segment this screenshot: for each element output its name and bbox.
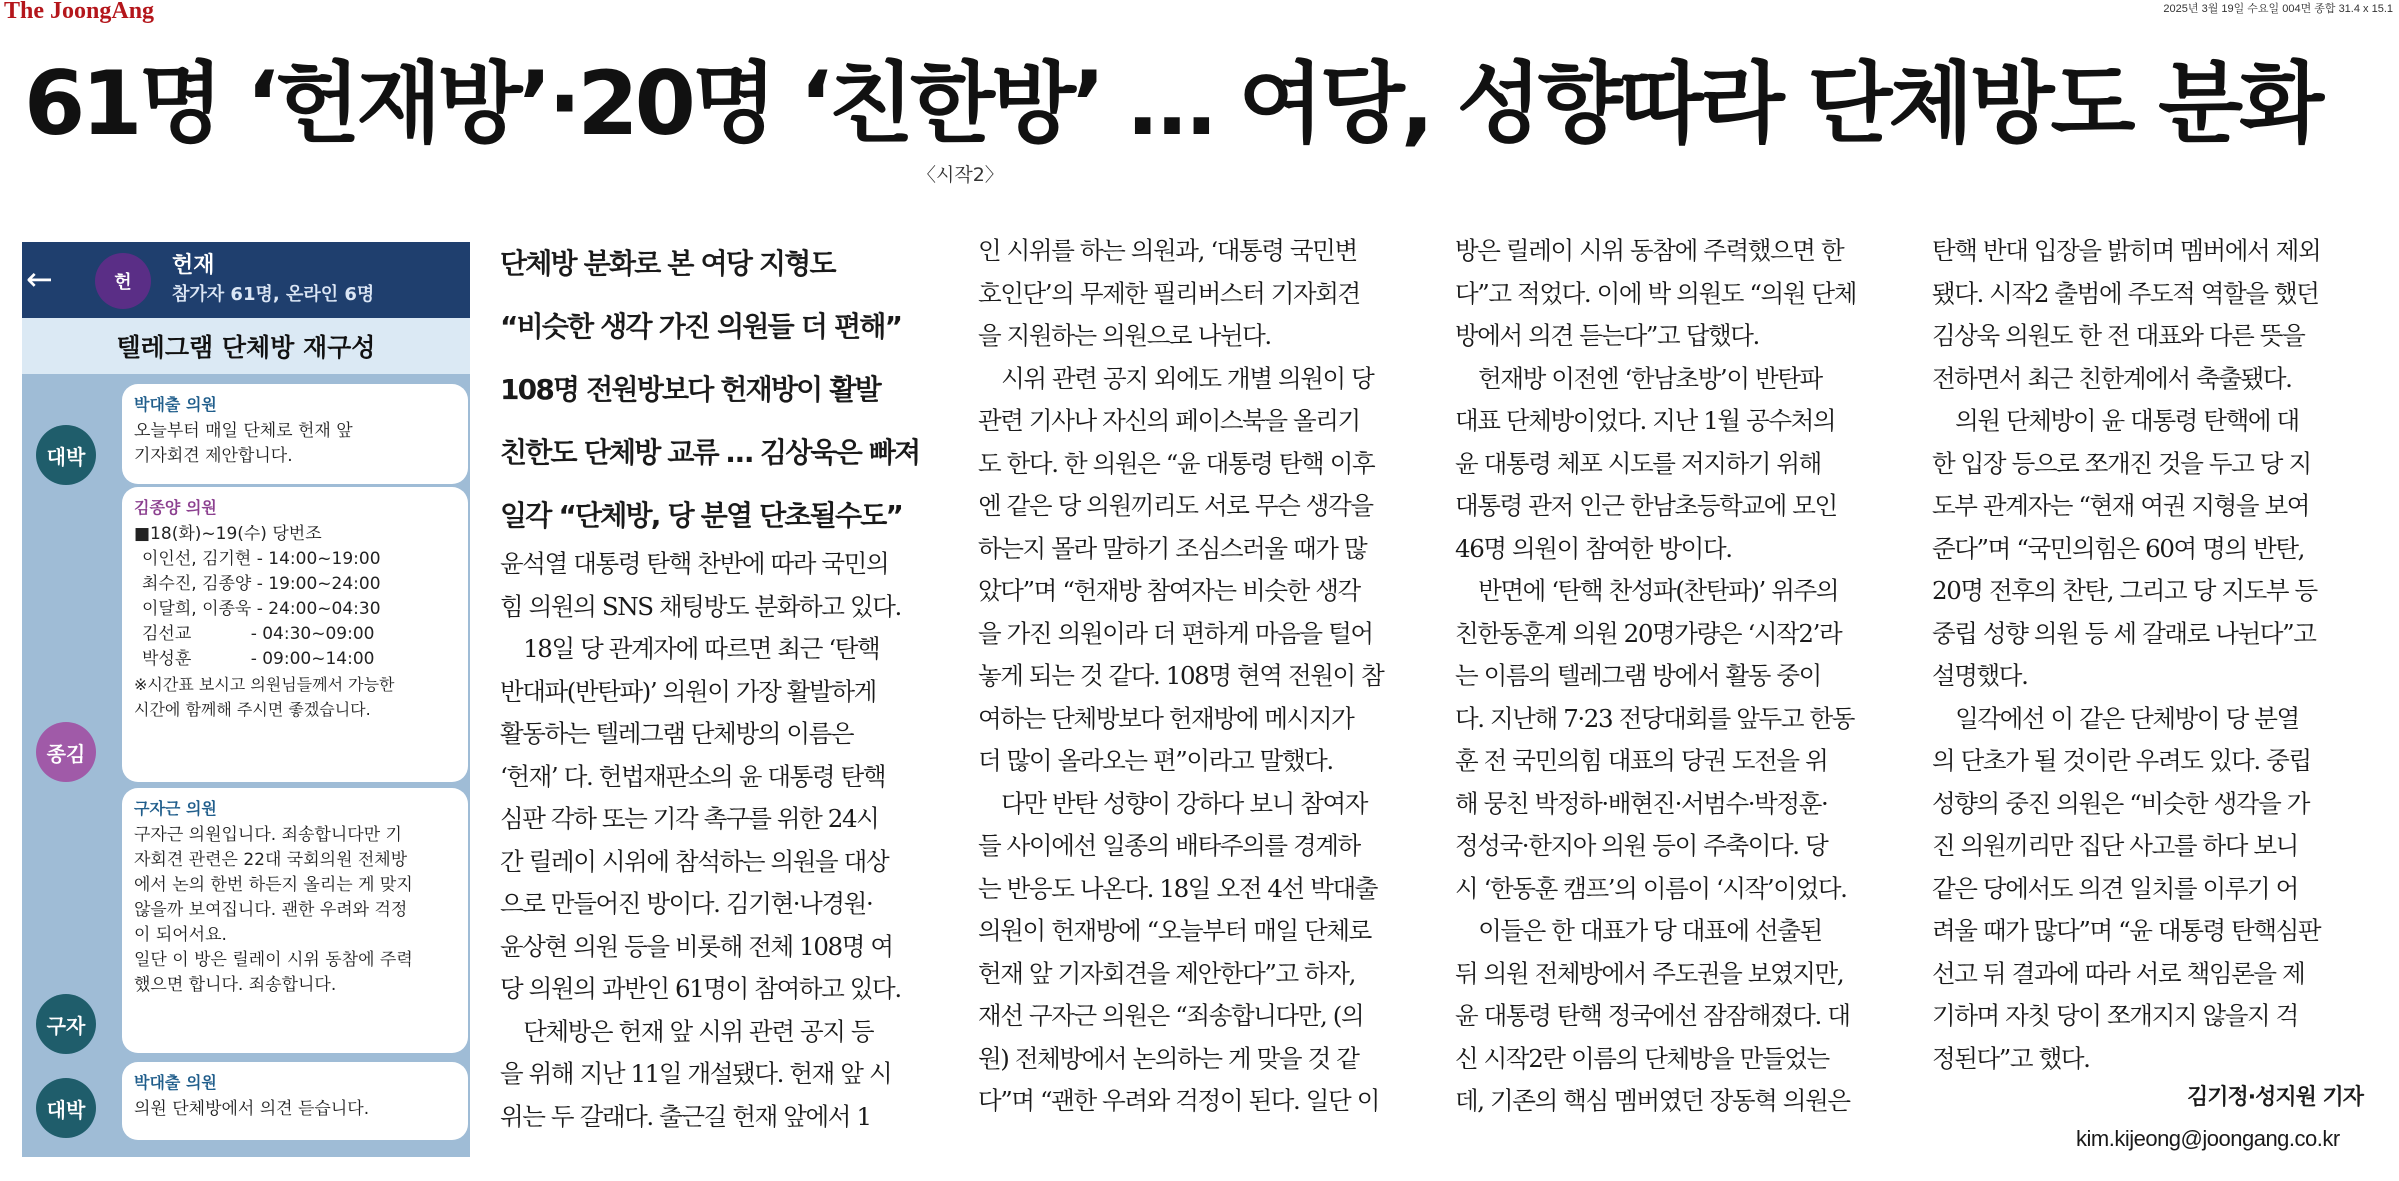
article-line: 시위 관련 공지 외에도 개별 의원이 당 xyxy=(978,363,1374,393)
room-avatar: 헌 xyxy=(95,253,151,309)
article-column-1 xyxy=(500,543,950,1138)
article-line: 의 단초가 될 것이란 우려도 있다. 중립 xyxy=(1932,746,2311,775)
article-line: 18일 당 관계자에 따르면 최근 ‘탄핵 xyxy=(500,634,880,663)
article-line: 호인단’의 무제한 필리버스터 기자회견 xyxy=(978,278,1360,308)
byline: 김기정·성지원 기자 xyxy=(2187,1085,2364,1110)
sender-avatar: 대박 xyxy=(36,1078,96,1138)
article-line: 준다”며 “국민의힘은 60여 명의 반탄, xyxy=(1932,533,2305,563)
message-text: 김선교 - 04:30~09:00 xyxy=(142,624,375,644)
article-line: 친한동훈계 의원 20명가량은 ‘시작2’라 xyxy=(1455,618,1842,648)
subhead-line: “비슷한 생각 가진 의원들 더 편해” xyxy=(500,310,902,343)
article-line: 반대파(반탄파)’ 의원이 가장 활발하게 xyxy=(500,676,876,706)
article-line: 헌재 앞 기자회견을 제안한다”고 하자, xyxy=(978,958,1356,988)
article-line: 신 시작2란 이름의 단체방을 만들었는 xyxy=(1455,1043,1829,1073)
article-line: 윤석열 대통령 탄핵 찬반에 따라 국민의 xyxy=(500,549,889,578)
message-text: 일단 이 방은 릴레이 시위 동참에 주력 xyxy=(134,950,413,970)
article-line: 탄핵 반대 입장을 밝히며 멤버에서 제외 xyxy=(1932,236,2321,265)
article-line: 한 입장 등으로 쪼개진 것을 두고 당 지 xyxy=(1932,448,2311,478)
subhead-line: 108명 전원방보다 헌재방이 활발 xyxy=(500,373,880,406)
chat-message xyxy=(122,788,468,1053)
article-line: 뒤 의원 전체방에서 주도권을 보였지만, xyxy=(1455,958,1844,988)
article-line: 단체방은 헌재 앞 시위 관련 공지 등 xyxy=(500,1016,874,1046)
article-line: 으로 만들어진 방이다. 김기현·나경원· xyxy=(500,889,873,918)
telegram-chat-graphic xyxy=(22,242,470,1157)
message-text: 기자회견 제안합니다. xyxy=(134,446,293,466)
article-line: 기하며 자칫 당이 쪼개지지 않을지 걱 xyxy=(1932,1001,2298,1030)
article-line: 다. 지난해 7·23 전당대회를 앞두고 한동 xyxy=(1455,703,1855,733)
article-line: 중립 성향 의원 등 세 갈래로 나뉜다”고 xyxy=(1932,618,2316,648)
article-line: 들 사이에선 일종의 배타주의를 경계하 xyxy=(978,831,1360,860)
message-sender: 김종양 의원 xyxy=(134,498,217,517)
article-line: 관련 기사나 자신의 페이스북을 올리기 xyxy=(978,406,1360,435)
article-line: 려울 때가 많다”며 “윤 대통령 탄핵심판 xyxy=(1932,916,2321,945)
article-line: 을 가진 의원이라 더 편하게 마음을 털어 xyxy=(978,618,1373,648)
article-line: 놓게 되는 것 같다. 108명 현역 전원이 참 xyxy=(978,661,1384,690)
article-line: 반면에 ‘탄핵 찬성파(찬탄파)’ 위주의 xyxy=(1455,576,1839,605)
article-line: 윤상현 의원 등을 비롯해 전체 108명 여 xyxy=(500,931,893,961)
article-line: 을 지원하는 의원으로 나뉜다. xyxy=(978,321,1271,350)
message-text: ■18(화)~19(수) 당번조 xyxy=(134,524,322,544)
chat-message xyxy=(122,384,468,484)
message-text: 이인선, 김기현 - 14:00~19:00 xyxy=(142,549,381,569)
article-line: 을 위해 지난 11일 개설됐다. 헌재 앞 시 xyxy=(500,1059,892,1088)
article-line: 활동하는 텔레그램 단체방의 이름은 xyxy=(500,719,854,748)
chat-banner: 텔레그램 단체방 재구성 xyxy=(22,318,470,374)
article-line: 는 반응도 나온다. 18일 오전 4선 박대출 xyxy=(978,873,1378,903)
article-line: 여하는 단체방보다 헌재방에 메시지가 xyxy=(978,703,1354,733)
message-text: 않을까 보여집니다. 괜한 우려와 걱정 xyxy=(134,900,408,920)
article-column-2 xyxy=(978,230,1423,1123)
message-text: 오늘부터 매일 단체로 헌재 앞 xyxy=(134,421,353,441)
article-line: 당 의원의 과반인 61명이 참여하고 있다. xyxy=(500,974,901,1003)
article-line: 심판 각하 또는 기각 촉구를 위한 24시 xyxy=(500,804,879,833)
article-line: 훈 전 국민의힘 대표의 당권 도전을 위 xyxy=(1455,746,1828,775)
subhead-line: 친한도 단체방 교류 … 김상욱은 빠져 xyxy=(500,436,920,469)
chat-header xyxy=(22,242,470,318)
article-line: 의원 단체방이 윤 대통령 탄핵에 대 xyxy=(1932,406,2299,435)
room-participants: 참가자 61명, 온라인 6명 xyxy=(172,284,375,305)
article-line: 선고 뒤 결과에 따라 서로 책임론을 제 xyxy=(1932,958,2305,988)
article-line: 대표 단체방이었다. 지난 1월 공수처의 xyxy=(1455,406,1836,435)
dateline: 2025년 3월 19일 수요일 004면 종합 31.4 x 15.1 xyxy=(2163,3,2393,15)
article-line: 다”고 적었다. 이에 박 의원도 “의원 단체 xyxy=(1455,278,1856,308)
message-text: 이달희, 이종욱 - 24:00~04:30 xyxy=(142,599,381,619)
article-line: 는 이름의 텔레그램 방에서 활동 중이 xyxy=(1455,661,1821,690)
message-text: 구자근 의원입니다. 죄송합니다만 기 xyxy=(134,825,402,845)
article-line: 됐다. 시작2 출범에 주도적 역할을 했던 xyxy=(1932,278,2319,308)
message-text: 의원 단체방에서 의견 듣습니다. xyxy=(134,1099,370,1119)
article-line: 설명했다. xyxy=(1932,661,2028,690)
article-line: 해 뭉친 박정하·배현진·서범수·박정훈· xyxy=(1455,788,1828,818)
article-line: 전하면서 최근 친한계에서 축출됐다. xyxy=(1932,363,2292,393)
article-line: 더 많이 올라오는 편”이라고 말했다. xyxy=(978,746,1333,775)
sender-avatar: 종김 xyxy=(36,722,96,782)
message-text: 했으면 합니다. 죄송합니다. xyxy=(134,975,337,995)
article-line: 재선 구자근 의원은 “죄송합니다만, (의 xyxy=(978,1001,1364,1030)
message-text: 박성훈 - 09:00~14:00 xyxy=(142,649,375,669)
article-line: 윤 대통령 탄핵 정국에선 잠잠해졌다. 대 xyxy=(1455,1001,1850,1030)
message-text: 시간에 함께해 주시면 좋겠습니다. xyxy=(134,700,371,719)
article-line: 데, 기존의 핵심 멤버였던 장동혁 의원은 xyxy=(1455,1086,1850,1115)
article-line: 46명 의원이 참여한 방이다. xyxy=(1455,533,1732,563)
article-line: 정성국·한지아 의원 등이 주축이다. 당 xyxy=(1455,831,1828,860)
article-line: 윤 대통령 체포 시도를 저지하기 위해 xyxy=(1455,448,1821,478)
article-line: 방에서 의견 듣는다”고 답했다. xyxy=(1455,321,1759,350)
article-column-3 xyxy=(1455,230,1900,1123)
article-line: 았다”며 “헌재방 참여자는 비슷한 생각 xyxy=(978,576,1360,605)
message-text: ※시간표 보시고 의원님들께서 가능한 xyxy=(134,675,395,694)
article-line: 간 릴레이 시위에 참석하는 의원을 대상 xyxy=(500,846,889,876)
room-name: 헌재 xyxy=(172,253,215,278)
headline: 61명 ‘헌재방’·20명 ‘친한방’ … 여당, 성향따라 단체방도 분화 xyxy=(24,52,2321,155)
back-arrow-icon: ← xyxy=(26,260,53,298)
message-sender: 박대출 의원 xyxy=(134,1073,217,1092)
message-text: 이 되어서요. xyxy=(134,925,227,945)
article-line: 도 한다. 한 의원은 “윤 대통령 탄핵 이후 xyxy=(978,448,1375,478)
chat-message xyxy=(122,1062,468,1140)
article-line: 김상욱 의원도 한 전 대표와 다른 뜻을 xyxy=(1932,321,2305,350)
chat-message xyxy=(122,487,468,782)
article-line: 원) 전체방에서 논의하는 게 맞을 것 같 xyxy=(978,1043,1359,1073)
message-sender: 구자근 의원 xyxy=(134,799,217,818)
jump-label: 〈시작2〉 xyxy=(917,164,1004,186)
article-line: 진 의원끼리만 집단 사고를 하다 보니 xyxy=(1932,831,2298,860)
message-text: 최수진, 김종양 - 19:00~24:00 xyxy=(142,574,381,594)
subhead-line: 일각 “단체방, 당 분열 단초될수도” xyxy=(500,499,903,532)
message-text: 자회견 관련은 22대 국회의원 전체방 xyxy=(134,850,408,870)
subheads xyxy=(500,232,960,547)
message-text: 에서 논의 한번 하든지 올리는 게 맞지 xyxy=(134,875,413,895)
article-line: 같은 당에서도 의견 일치를 이루기 어 xyxy=(1932,873,2298,903)
sender-avatar: 대박 xyxy=(36,425,96,485)
article-line: 엔 같은 당 의원끼리도 서로 무슨 생각을 xyxy=(978,491,1373,520)
article-line: 헌재방 이전엔 ‘한남초방’이 반탄파 xyxy=(1455,363,1822,393)
masthead-logo: The JoongAng xyxy=(4,0,155,24)
article-column-4 xyxy=(1932,230,2377,1080)
article-line: ‘헌재’ 다. 헌법재판소의 윤 대통령 탄핵 xyxy=(500,761,886,791)
article-line: 도부 관계자는 “현재 여권 지형을 보여 xyxy=(1932,491,2310,520)
article-line: 성향의 중진 의원은 “비슷한 생각을 가 xyxy=(1932,788,2310,818)
article-line: 20명 전후의 찬탄, 그리고 당 지도부 등 xyxy=(1932,576,2317,605)
subhead-line: 단체방 분화로 본 여당 지형도 xyxy=(500,247,835,280)
sender-avatar: 구자 xyxy=(36,994,96,1054)
article-line: 다”며 “괜한 우려와 걱정이 된다. 일단 이 xyxy=(978,1086,1379,1115)
article-line: 인 시위를 하는 의원과, ‘대통령 국민변 xyxy=(978,236,1357,265)
article-line: 시 ‘한동훈 캠프’의 이름이 ‘시작’이었다. xyxy=(1455,873,1847,903)
article-line: 정된다”고 했다. xyxy=(1932,1043,2090,1073)
article-line: 하는지 몰라 말하기 조심스러울 때가 많 xyxy=(978,533,1367,563)
message-sender: 박대출 의원 xyxy=(134,395,217,414)
article-line: 위는 두 갈래다. 출근길 헌재 앞에서 1 xyxy=(500,1101,871,1131)
article-line: 의원이 헌재방에 “오늘부터 매일 단체로 xyxy=(978,916,1371,945)
article-line: 이들은 한 대표가 당 대표에 선출된 xyxy=(1455,916,1822,945)
article-line: 다만 반탄 성향이 강하다 보니 참여자 xyxy=(978,788,1368,818)
article-line: 일각에선 이 같은 단체방이 당 분열 xyxy=(1932,703,2299,733)
reporter-email[interactable]: kim.kijeong@joongang.co.kr xyxy=(2076,1126,2340,1151)
article-line: 대통령 관저 인근 한남초등학교에 모인 xyxy=(1455,491,1837,520)
article-line: 힘 의원의 SNS 채팅방도 분화하고 있다. xyxy=(500,591,901,621)
article-line: 방은 릴레이 시위 동참에 주력했으면 한 xyxy=(1455,236,1844,265)
